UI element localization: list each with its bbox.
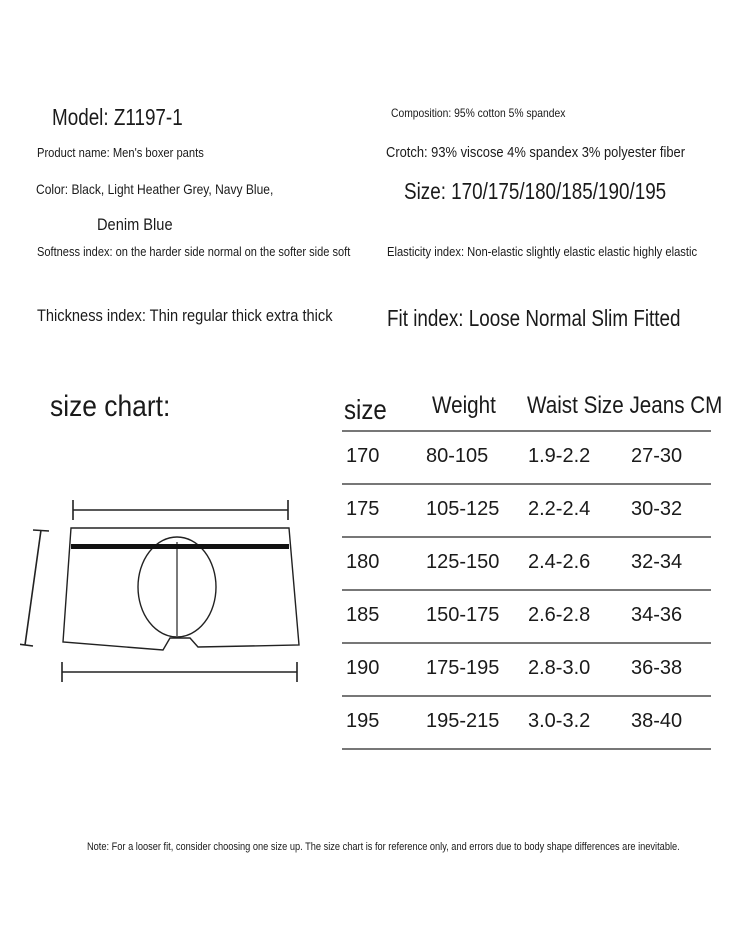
cell-jeans-cm: 34-36 — [631, 604, 683, 626]
fit-index: Fit index: Loose Normal Slim Fitted — [387, 305, 681, 331]
height-line — [25, 530, 41, 645]
crotch-material: Crotch: 93% viscose 4% spandex 3% polyester fiber — [386, 144, 686, 161]
cell-waist: 2.6-2.8 — [528, 604, 591, 626]
size-range: Size: 170/175/180/185/190/195 — [404, 178, 667, 204]
cell-waist: 2.4-2.6 — [528, 551, 591, 573]
cell-jeans-cm: 32-34 — [631, 551, 683, 573]
cell-weight: 105-125 — [426, 498, 500, 520]
thickness-index: Thickness index: Thin regular thick extra thick — [37, 306, 333, 325]
cell-size: 195 — [346, 710, 380, 732]
cell-size: 170 — [346, 445, 380, 467]
cell-size: 190 — [346, 657, 380, 679]
elasticity-index: Elasticity index: Non-elastic slightly elastic elastic highly elastic — [387, 244, 698, 259]
cell-waist: 1.9-2.2 — [528, 445, 591, 467]
cell-weight: 125-150 — [426, 551, 500, 573]
cell-jeans-cm: 27-30 — [631, 445, 683, 467]
cell-waist: 2.8-3.0 — [528, 657, 591, 679]
cell-weight: 175-195 — [426, 657, 500, 679]
table-header — [342, 388, 723, 432]
table-row — [342, 432, 711, 485]
fit-note: Note: For a looser fit, consider choosing one size up. The size chart is for reference only, and errors due to body shape differences are inevitable. — [87, 841, 680, 853]
model-number: Model: Z1197-1 — [52, 104, 183, 130]
boxer-measurement-diagram — [20, 490, 310, 690]
header-weight: Weight — [432, 392, 496, 419]
cell-weight: 150-175 — [426, 604, 500, 626]
waistband — [71, 544, 289, 549]
table-row — [342, 644, 711, 697]
cell-weight: 195-215 — [426, 710, 500, 732]
table-row — [342, 485, 711, 538]
composition: Composition: 95% cotton 5% spandex — [391, 106, 566, 120]
table-row — [342, 538, 711, 591]
cell-size: 175 — [346, 498, 380, 520]
header-waist-jeans: Waist Size Jeans CM — [527, 392, 723, 419]
softness-index: Softness index: on the harder side normal on the softer side soft — [37, 244, 351, 259]
header-size: size — [344, 394, 387, 425]
table-row — [342, 591, 711, 644]
size-chart-title: size chart: — [50, 390, 171, 423]
size-table — [342, 388, 723, 750]
cell-size: 180 — [346, 551, 380, 573]
cell-jeans-cm: 30-32 — [631, 498, 683, 520]
cell-weight: 80-105 — [426, 445, 489, 467]
cell-waist: 2.2-2.4 — [528, 498, 591, 520]
cell-size: 185 — [346, 604, 380, 626]
table-row — [342, 697, 711, 750]
color-list-continued: Denim Blue — [97, 215, 173, 234]
cell-jeans-cm: 38-40 — [631, 710, 683, 732]
cell-waist: 3.0-3.2 — [528, 710, 591, 732]
product-name: Product name: Men's boxer pants — [37, 145, 204, 160]
color-list: Color: Black, Light Heather Grey, Navy Blue, — [36, 181, 274, 197]
cell-jeans-cm: 36-38 — [631, 657, 683, 679]
